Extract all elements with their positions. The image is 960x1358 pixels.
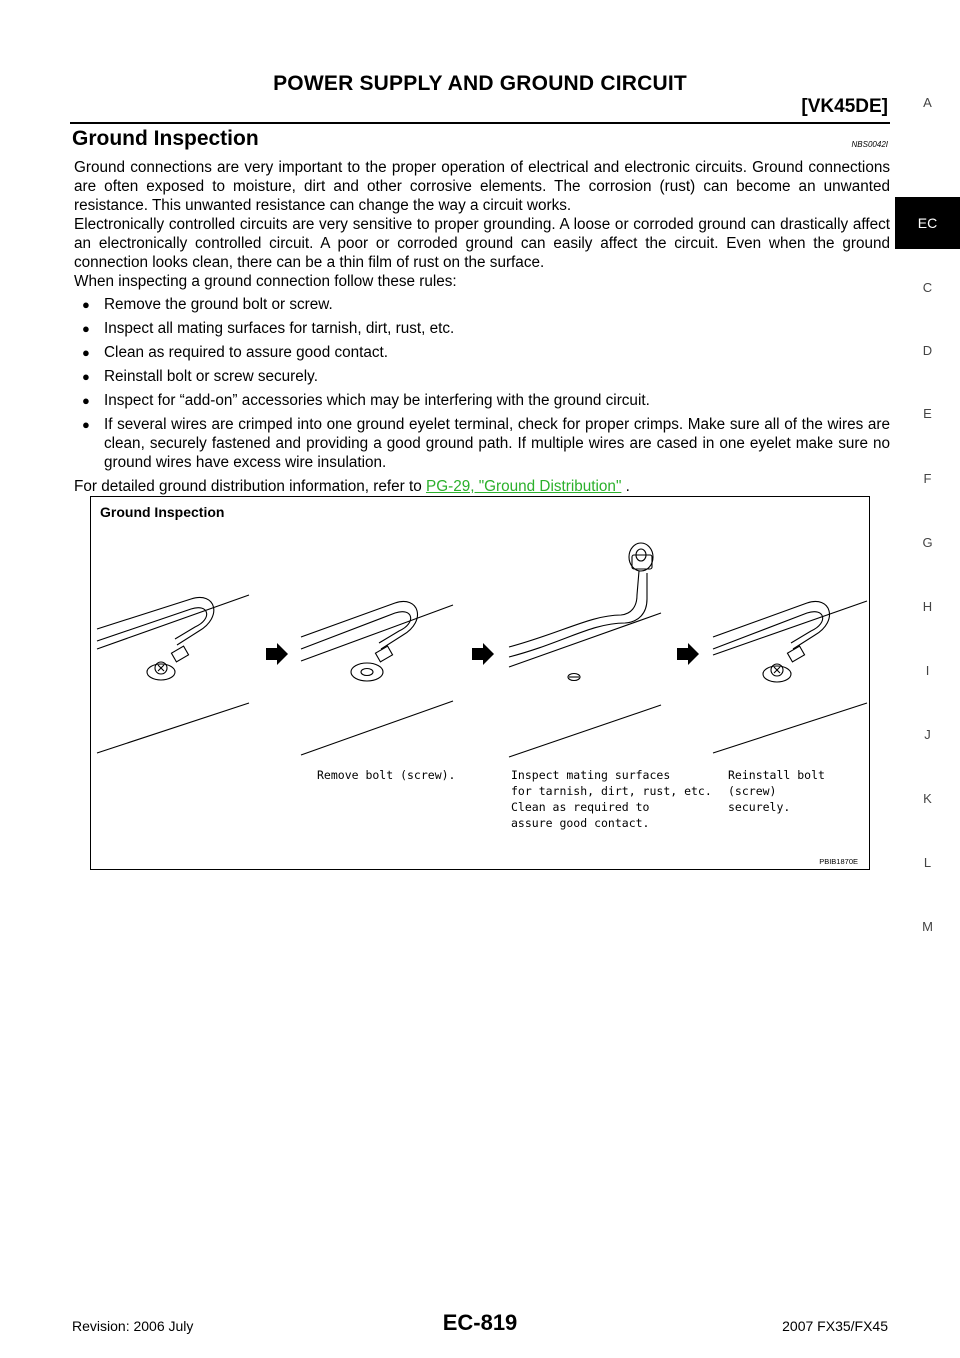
reinstalled-ground-drawing — [713, 601, 867, 753]
revision-date: Revision: 2006 July — [72, 1318, 194, 1334]
list-item: ● Clean as required to assure good contact. — [82, 344, 389, 361]
paragraph-3: When inspecting a ground connection follow these rules: — [74, 273, 457, 290]
index-letter-c[interactable]: C — [922, 280, 933, 295]
ground-distribution-link[interactable]: PG-29, "Ground Distribution" — [426, 478, 622, 495]
index-letter-e[interactable]: E — [923, 406, 932, 421]
bullet-icon: ● — [82, 321, 90, 336]
index-letter-k[interactable]: K — [923, 791, 932, 806]
section-title: Ground Inspection — [72, 127, 259, 150]
arrow-right-icon — [677, 643, 699, 665]
vehicle-model: 2007 FX35/FX45 — [782, 1318, 888, 1334]
index-letter-m[interactable]: M — [922, 919, 933, 934]
figure-title: Ground Inspection — [100, 504, 225, 520]
reference-line: For detailed ground distribution information, refer to PG-29, "Ground Distribution" . — [74, 478, 630, 495]
bullet-icon: ● — [82, 345, 90, 360]
page-number: EC-819 — [442, 1310, 518, 1335]
installed-ground-drawing — [97, 595, 249, 753]
caption-inspect-surfaces: Inspect mating surfaces for tarnish, dirt, rust, etc. Clean as required to assure good contact. — [511, 768, 712, 830]
index-letter-d[interactable]: D — [922, 343, 933, 358]
section-code: NBS0042I — [851, 140, 888, 149]
list-item: ● If several wires are crimped into one ground eyelet terminal, check for proper crimps. Make sure all of the wires are clean, securely fastened and providing a good ground path. If multiple wires are cased in one eyelet make sure no ground wires have excess wire insulation. — [82, 416, 890, 471]
paragraph-2: Electronically controlled circuits are very sensitive to proper grounding. A loose or corroded ground can drastically affect an electronically controlled circuit. A poor or corroded ground can easily affect the circuit. Even when the ground connection looks clean, there can be a thin film of rust on the surface. — [74, 216, 890, 271]
caption-remove-bolt: Remove bolt (screw). — [317, 768, 456, 782]
list-item: ● Reinstall bolt or screw securely. — [82, 368, 318, 385]
body-text — [74, 158, 890, 496]
arrow-right-icon — [472, 643, 494, 665]
paragraph-1: Ground connections are very important to the proper operation of electrical and electronic circuits. Ground connections are often exposed to moisture, dirt and other corrosive elements. The corrosion (rust) can become an unwanted resistance. This unwanted resistance can change the way a circuit works. — [74, 159, 890, 214]
arrow-right-icon — [266, 643, 288, 665]
bullet-icon: ● — [82, 393, 90, 408]
rules-list — [74, 295, 890, 472]
index-letter-a[interactable]: A — [923, 95, 932, 110]
index-letter-l[interactable]: L — [923, 855, 932, 870]
header-rule — [70, 122, 890, 124]
index-letter-f[interactable]: F — [923, 471, 932, 486]
index-letter-ec[interactable]: EC — [895, 197, 960, 249]
engine-code: [VK45DE] — [801, 96, 888, 117]
list-item: ● Remove the ground bolt or screw. — [82, 296, 333, 313]
caption-reinstall-bolt: Reinstall bolt (screw) securely. — [728, 768, 825, 814]
list-item: ● Inspect for “add-on” accessories which may be interfering with the ground circuit. — [82, 392, 650, 409]
page-header-title: POWER SUPPLY AND GROUND CIRCUIT — [273, 72, 687, 95]
bullet-icon: ● — [82, 417, 90, 432]
terminal-lifted-drawing — [509, 543, 661, 757]
index-letter-g[interactable]: G — [922, 535, 933, 550]
bullet-icon: ● — [82, 369, 90, 384]
figure-code: PBIB1870E — [819, 857, 858, 866]
index-letter-h[interactable]: H — [922, 599, 933, 614]
list-item: ● Inspect all mating surfaces for tarnish, dirt, rust, etc. — [82, 320, 455, 337]
index-letter-i[interactable]: I — [925, 663, 930, 678]
ground-inspection-figure — [90, 496, 870, 870]
bolt-removed-drawing — [301, 602, 453, 755]
bullet-icon: ● — [82, 297, 90, 312]
index-letter-j[interactable]: J — [924, 727, 931, 742]
